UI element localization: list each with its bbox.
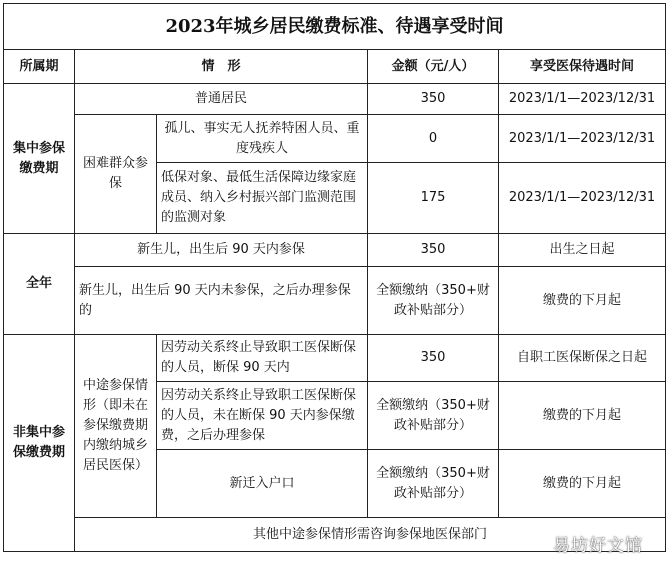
row-ordinary-amount: 350: [368, 84, 499, 115]
row-labor-90-amount: 350: [368, 335, 499, 382]
row-low-income-time: 2023/1/1—2023/12/31: [499, 163, 666, 234]
table-title: 2023年城乡居民缴费标准、待遇享受时间: [4, 4, 666, 50]
group-non-concentrated: 非集中参保缴费期: [4, 335, 75, 552]
row-newborn-late-amount: 全额缴纳（350+财政补贴部分）: [368, 267, 499, 335]
row-new-household-time: 缴费的下月起: [499, 450, 666, 518]
row-newborn-90-amount: 350: [368, 234, 499, 267]
row-orphan-amount: 0: [368, 115, 499, 163]
row-labor-late-situation: 因劳动关系终止导致职工医保断保的人员，未在断保 90 天内参保缴费，之后办理参保: [157, 382, 368, 450]
header-period: 所属期: [4, 50, 75, 84]
footer-note: 其他中途参保情形需咨询参保地医保部门: [75, 518, 666, 552]
group-midway: 中途参保情形（即未在参保缴费期内缴纳城乡居民医保）: [75, 335, 157, 518]
group-difficult: 困难群众参保: [75, 115, 157, 234]
row-newborn-late-time: 缴费的下月起: [499, 267, 666, 335]
row-low-income-amount: 175: [368, 163, 499, 234]
row-ordinary-situation: 普通居民: [75, 84, 368, 115]
header-time: 享受医保待遇时间: [499, 50, 666, 84]
row-orphan-situation: 孤儿、事实无人抚养特困人员、重度残疾人: [157, 115, 368, 163]
row-newborn-90-situation: 新生儿，出生后 90 天内参保: [75, 234, 368, 267]
row-labor-late-time: 缴费的下月起: [499, 382, 666, 450]
row-new-household-situation: 新迁入户口: [157, 450, 368, 518]
row-orphan-time: 2023/1/1—2023/12/31: [499, 115, 666, 163]
row-labor-90-situation: 因劳动关系终止导致职工医保断保的人员，断保 90 天内: [157, 335, 368, 382]
row-new-household-amount: 全额缴纳（350+财政补贴部分）: [368, 450, 499, 518]
row-ordinary-time: 2023/1/1—2023/12/31: [499, 84, 666, 115]
group-full-year: 全年: [4, 234, 75, 335]
watermark-logo-text: 易坊好文馆: [553, 536, 643, 556]
group-concentrated: 集中参保缴费期: [4, 84, 75, 234]
header-situation: 情 形: [75, 50, 368, 84]
row-labor-90-time: 自职工医保断保之日起: [499, 335, 666, 382]
header-amount: 金额（元/人）: [368, 50, 499, 84]
row-low-income-situation: 低保对象、最低生活保障边缘家庭成员、纳入乡村振兴部门监测范围的监测对象: [157, 163, 368, 234]
policy-table: [3, 3, 666, 552]
row-newborn-90-time: 出生之日起: [499, 234, 666, 267]
row-labor-late-amount: 全额缴纳（350+财政补贴部分）: [368, 382, 499, 450]
row-newborn-late-situation: 新生儿，出生后 90 天内未参保，之后办理参保的: [75, 267, 368, 335]
policy-table-sheet: [3, 3, 665, 566]
